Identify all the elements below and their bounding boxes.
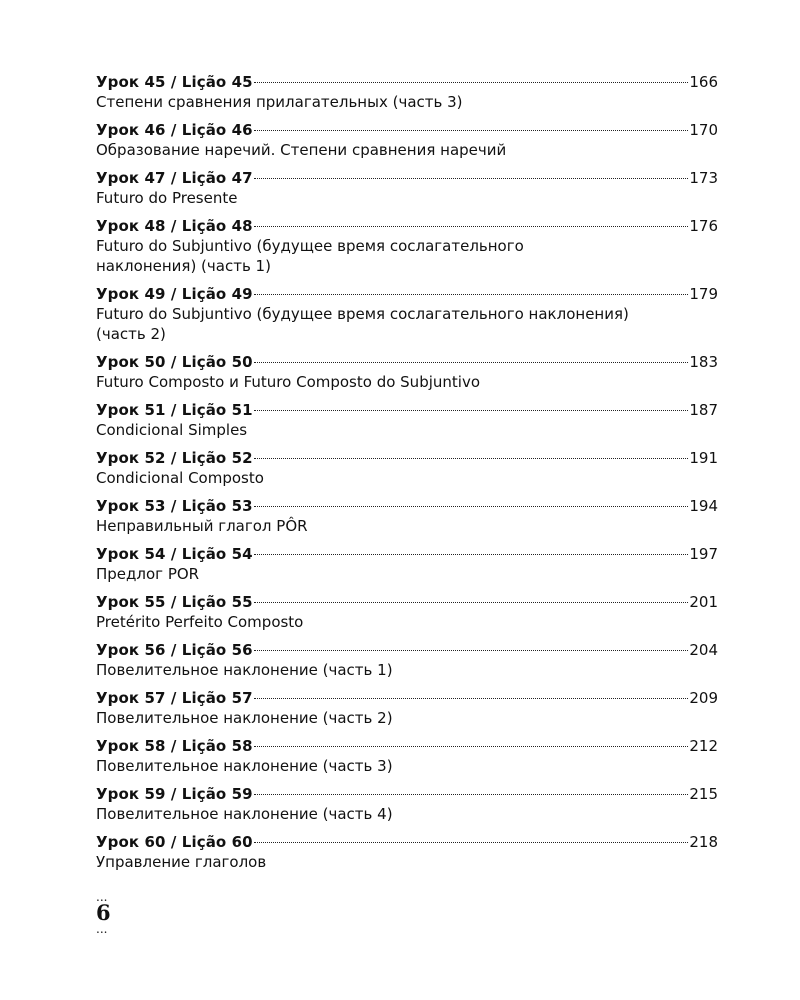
toc-entry [96, 496, 718, 536]
lesson-title: Урок 46 / Lição 46 [96, 121, 253, 139]
toc-entry [96, 400, 718, 440]
lesson-topic: Управление глаголов [96, 853, 267, 871]
dot-leader [254, 602, 689, 603]
page-reference: 209 [689, 689, 718, 707]
toc-entry-heading [96, 352, 718, 372]
toc-entry [96, 784, 718, 824]
table-of-contents [96, 72, 718, 880]
toc-entry-heading [96, 640, 718, 660]
page-reference: 204 [689, 641, 718, 659]
page-reference: 170 [689, 121, 718, 139]
lesson-topic: Повелительное наклонение (часть 1) [96, 661, 393, 679]
dot-leader [254, 554, 689, 555]
dot-leader [254, 458, 689, 459]
page-reference: 194 [689, 497, 718, 515]
toc-entry [96, 352, 718, 392]
lesson-topic: Futuro do Presente [96, 189, 238, 207]
lesson-topic: Повелительное наклонение (часть 4) [96, 805, 393, 823]
page-reference: 191 [689, 449, 718, 467]
toc-entry [96, 640, 718, 680]
dot-leader [254, 506, 689, 507]
lesson-topic: Condicional Simples [96, 421, 248, 439]
lesson-topic: Повелительное наклонение (часть 2) [96, 709, 393, 727]
toc-entry [96, 168, 718, 208]
page-reference: 197 [689, 545, 718, 563]
lesson-topic: Предлог POR [96, 565, 200, 583]
toc-entry-heading [96, 544, 718, 564]
lesson-title: Урок 45 / Lição 45 [96, 73, 253, 91]
dot-leader [254, 130, 689, 131]
lesson-title: Урок 53 / Lição 53 [96, 497, 253, 515]
lesson-title: Урок 56 / Lição 56 [96, 641, 253, 659]
toc-entry-heading [96, 496, 718, 516]
toc-entry [96, 120, 718, 160]
page-footer [96, 892, 111, 934]
toc-entry-heading [96, 72, 718, 92]
page-reference: 187 [689, 401, 718, 419]
toc-entry-heading [96, 284, 718, 304]
dot-leader [254, 82, 689, 83]
folio-ornament-bottom: ... [96, 922, 108, 936]
dot-leader [254, 178, 689, 179]
page-reference: 166 [689, 73, 718, 91]
page-reference: 215 [689, 785, 718, 803]
lesson-title: Урок 47 / Lição 47 [96, 169, 253, 187]
dot-leader [254, 226, 689, 227]
toc-entry [96, 448, 718, 488]
lesson-topic: Futuro do Subjuntivo (будущее время сослагательного наклонения) (часть 2) [96, 305, 629, 343]
lesson-topic: Степени сравнения прилагательных (часть 3) [96, 93, 463, 111]
dot-leader [254, 842, 689, 843]
lesson-title: Урок 48 / Lição 48 [96, 217, 253, 235]
toc-entry [96, 688, 718, 728]
page-reference: 212 [689, 737, 718, 755]
toc-entry-heading [96, 400, 718, 420]
lesson-topic: Неправильный глагол PÔR [96, 517, 308, 535]
dot-leader [254, 362, 689, 363]
page-reference: 173 [689, 169, 718, 187]
lesson-title: Урок 55 / Lição 55 [96, 593, 253, 611]
toc-entry [96, 832, 718, 872]
toc-entry-heading [96, 592, 718, 612]
folio-ornament-top: ... [96, 890, 108, 904]
toc-entry-heading [96, 688, 718, 708]
toc-entry-heading [96, 784, 718, 804]
dot-leader [254, 746, 689, 747]
lesson-topic: Повелительное наклонение (часть 3) [96, 757, 393, 775]
page-number: 6 [96, 900, 111, 925]
lesson-title: Урок 54 / Lição 54 [96, 545, 253, 563]
toc-entry [96, 216, 718, 276]
dot-leader [254, 410, 689, 411]
toc-entry-heading [96, 168, 718, 188]
page-reference: 201 [689, 593, 718, 611]
toc-entry-heading [96, 448, 718, 468]
lesson-title: Урок 50 / Lição 50 [96, 353, 253, 371]
page-reference: 179 [689, 285, 718, 303]
lesson-title: Урок 58 / Lição 58 [96, 737, 253, 755]
dot-leader [254, 698, 689, 699]
lesson-topic: Образование наречий. Степени сравнения наречий [96, 141, 507, 159]
lesson-topic: Futuro do Subjuntivo (будущее время сослагательного наклонения) (часть 1) [96, 237, 524, 275]
toc-entry [96, 736, 718, 776]
lesson-title: Урок 60 / Lição 60 [96, 833, 253, 851]
lesson-title: Урок 51 / Lição 51 [96, 401, 253, 419]
toc-entry-heading [96, 832, 718, 852]
dot-leader [254, 650, 689, 651]
toc-entry [96, 592, 718, 632]
page-reference: 176 [689, 217, 718, 235]
lesson-topic: Futuro Composto и Futuro Composto do Subjuntivo [96, 373, 480, 391]
lesson-title: Урок 49 / Lição 49 [96, 285, 253, 303]
dot-leader [254, 794, 689, 795]
lesson-topic: Pretérito Perfeito Composto [96, 613, 304, 631]
lesson-title: Урок 59 / Lição 59 [96, 785, 253, 803]
page-reference: 218 [689, 833, 718, 851]
toc-entry [96, 72, 718, 112]
toc-entry-heading [96, 216, 718, 236]
toc-entry [96, 284, 718, 344]
lesson-topic: Condicional Composto [96, 469, 264, 487]
page-reference: 183 [689, 353, 718, 371]
lesson-title: Урок 57 / Lição 57 [96, 689, 253, 707]
toc-entry [96, 544, 718, 584]
dot-leader [254, 294, 689, 295]
toc-entry-heading [96, 120, 718, 140]
toc-entry-heading [96, 736, 718, 756]
lesson-title: Урок 52 / Lição 52 [96, 449, 253, 467]
